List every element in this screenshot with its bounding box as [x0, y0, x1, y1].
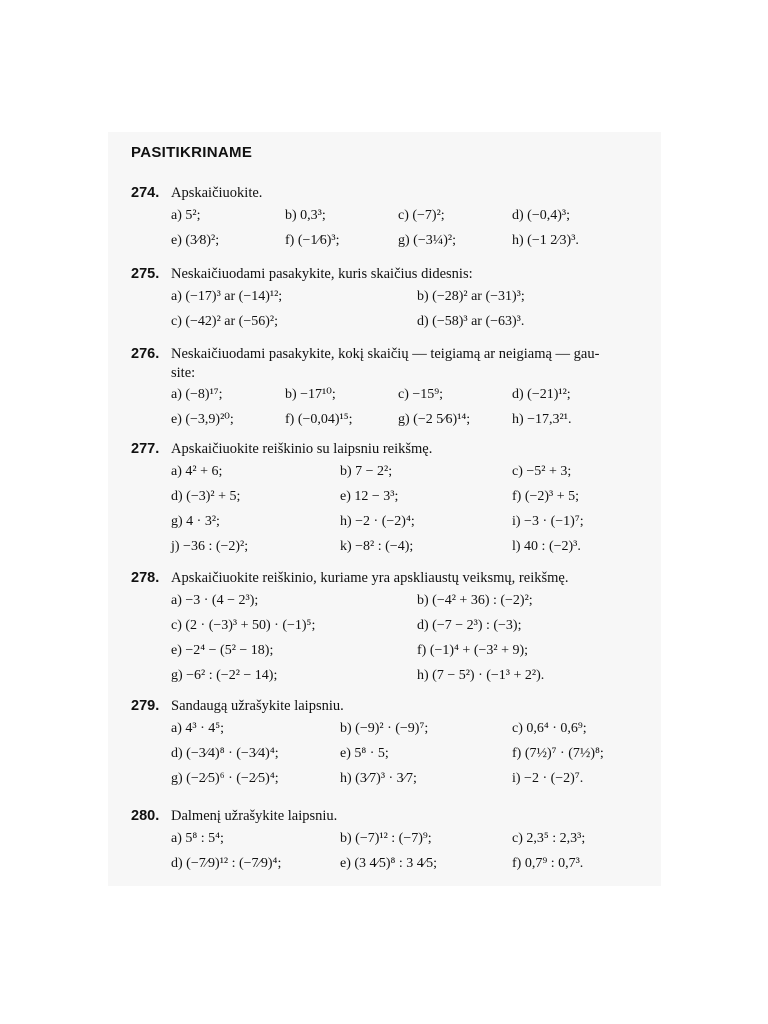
problem-number: 279. [131, 698, 160, 714]
exercise-item: a) −3 · (4 − 2³); [171, 593, 259, 608]
exercise-item: d) (−7⁄9)¹² : (−7⁄9)⁴; [171, 856, 282, 871]
problem-number: 274. [131, 185, 160, 201]
exercise-item: e) (−3,9)²⁰; [171, 412, 234, 427]
problem-4 [131, 568, 568, 688]
problem-instruction-continued: site: [171, 365, 196, 381]
problem-instruction: Apskaičiuokite reiškinio su laipsniu reikšmę. [171, 441, 433, 457]
exercise-item: g) 4 · 3²; [171, 514, 220, 529]
problem-5 [131, 696, 604, 791]
problem-header [131, 439, 432, 459]
exercise-item: b) −17¹⁰; [285, 387, 336, 402]
exercise-row [131, 203, 570, 228]
problem-header [131, 344, 599, 364]
exercise-item: j) −36 : (−2)²; [171, 539, 249, 554]
exercise-row [131, 663, 568, 688]
exercise-item: i) −3 · (−1)⁷; [512, 514, 584, 529]
exercise-item: a) 4² + 6; [171, 464, 223, 479]
exercise-row [131, 509, 584, 534]
exercise-item: a) (−8)¹⁷; [171, 387, 223, 402]
problem-instruction: Dalmenį užrašykite laipsniu. [171, 808, 338, 824]
exercise-item: h) (3⁄7)³ · 3⁄7; [340, 771, 417, 786]
exercise-item: d) (−3)² + 5; [171, 489, 241, 504]
exercise-item: b) 7 − 2²; [340, 464, 393, 479]
exercise-item: d) (−58)³ ar (−63)³. [417, 314, 525, 329]
exercise-item: h) −2 · (−2)⁴; [340, 514, 415, 529]
exercise-item: f) (7½)⁷ · (7½)⁸; [512, 746, 604, 761]
problem-instruction: Apskaičiuokite reiškinio, kuriame yra apskliaustų veiksmų, reikšmę. [171, 570, 569, 586]
problem-number: 280. [131, 808, 160, 824]
problem-number: 277. [131, 441, 160, 457]
exercise-row [131, 484, 580, 509]
problem-1 [131, 264, 525, 334]
exercise-item: g) (−2 5⁄6)¹⁴; [398, 412, 471, 427]
exercise-item: h) −17,3²¹. [512, 412, 572, 427]
exercise-row [131, 716, 587, 741]
problem-header [131, 806, 337, 826]
exercise-item: l) 40 : (−2)³. [512, 539, 581, 554]
problem-6 [131, 806, 586, 876]
exercise-item: h) (7 − 5²) · (−1³ + 2²). [417, 668, 545, 683]
exercise-item: d) (−3⁄4)⁸ · (−3⁄4)⁴; [171, 746, 279, 761]
exercise-row [131, 382, 599, 407]
exercise-item: c) (2 · (−3)³ + 50) · (−1)⁵; [171, 618, 316, 633]
problem-number: 275. [131, 266, 160, 282]
exercise-row [131, 638, 568, 663]
exercise-item: b) 0,3³; [285, 208, 326, 223]
problem-number: 278. [131, 570, 160, 586]
problem-header [131, 264, 473, 284]
exercise-item: b) (−9)² · (−9)⁷; [340, 721, 429, 736]
exercise-item: d) (−7 − 2³) : (−3); [417, 618, 522, 633]
problem-instruction: Neskaičiuodami pasakykite, kuris skaičius didesnis: [171, 266, 473, 282]
exercise-item: c) (−42)² ar (−56)²; [171, 314, 278, 329]
exercise-item: i) −2 · (−2)⁷. [512, 771, 584, 786]
exercise-item: e) (3 4⁄5)⁸ : 3 4⁄5; [340, 856, 438, 871]
exercise-item: f) (−2)³ + 5; [512, 489, 580, 504]
exercise-row [131, 588, 568, 613]
problem-3 [131, 439, 584, 559]
problem-number: 276. [131, 346, 160, 362]
exercise-row [131, 309, 525, 334]
exercise-row [131, 228, 579, 253]
exercise-item: b) (−7)¹² : (−7)⁹; [340, 831, 432, 846]
problem-header [131, 183, 262, 203]
exercise-row [131, 613, 568, 638]
problem-0 [131, 183, 579, 253]
exercise-item: k) −8² : (−4); [340, 539, 414, 554]
exercise-item: g) (−3¼)²; [398, 233, 456, 248]
exercise-row [131, 851, 584, 876]
exercise-row [131, 459, 572, 484]
exercise-item: b) (−4² + 36) : (−2)²; [417, 593, 533, 608]
exercise-item: g) (−2⁄5)⁶ · (−2⁄5)⁴; [171, 771, 279, 786]
exercise-row [131, 741, 604, 766]
exercise-item: e) −2⁴ − (5² − 18); [171, 643, 274, 658]
exercise-item: d) (−0,4)³; [512, 208, 570, 223]
exercise-item: a) 5²; [171, 208, 201, 223]
exercise-item: g) −6² : (−2² − 14); [171, 668, 278, 683]
problem-instruction: Apskaičiuokite. [171, 185, 263, 201]
exercise-item: c) 2,3⁵ : 2,3³; [512, 831, 586, 846]
problem-instruction: Sandaugą užrašykite laipsniu. [171, 698, 344, 714]
exercise-item: f) 0,7⁹ : 0,7³. [512, 856, 584, 871]
problem-2 [131, 344, 599, 432]
exercise-row [131, 284, 525, 309]
exercise-item: c) 0,6⁴ · 0,6⁹; [512, 721, 587, 736]
exercise-item: c) −5² + 3; [512, 464, 572, 479]
exercise-item: d) (−21)¹²; [512, 387, 571, 402]
exercise-item: f) (−1⁄6)³; [285, 233, 340, 248]
exercise-item: b) (−28)² ar (−31)³; [417, 289, 525, 304]
exercise-row [131, 534, 581, 559]
exercise-item: a) 5⁸ : 5⁴; [171, 831, 224, 846]
exercise-item: c) (−7)²; [398, 208, 445, 223]
exercise-item: f) (−1)⁴ + (−3² + 9); [417, 643, 529, 658]
problem-header [131, 696, 344, 716]
exercise-item: e) 12 − 3³; [340, 489, 399, 504]
section-heading: PASITIKRINAME [131, 144, 253, 161]
problem-instruction: Neskaičiuodami pasakykite, kokį skaičių — teigiamą ar neigiamą — gau- [171, 346, 600, 362]
exercise-item: e) (3⁄8)²; [171, 233, 220, 248]
exercise-item: a) (−17)³ ar (−14)¹²; [171, 289, 283, 304]
exercise-item: h) (−1 2⁄3)³. [512, 233, 579, 248]
problem-header [131, 568, 568, 588]
exercise-row [131, 766, 584, 791]
exercise-item: e) 5⁸ · 5; [340, 746, 389, 761]
exercise-row [131, 407, 599, 432]
exercise-item: c) −15⁹; [398, 387, 444, 402]
exercise-item: a) 4³ · 4⁵; [171, 721, 225, 736]
exercise-item: f) (−0,04)¹⁵; [285, 412, 353, 427]
exercise-row [131, 826, 586, 851]
